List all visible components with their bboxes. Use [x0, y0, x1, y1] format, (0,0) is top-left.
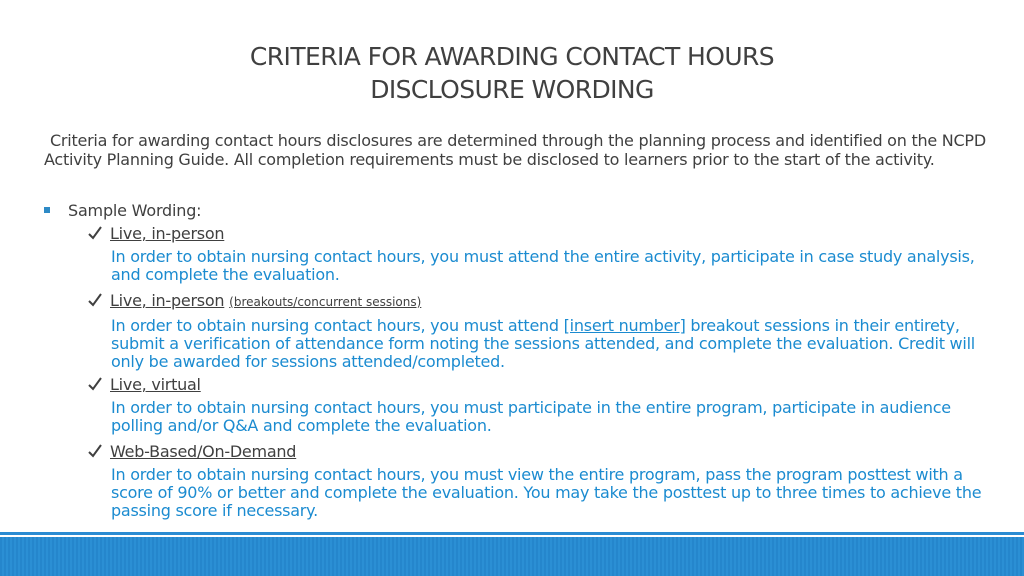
item-heading [88, 223, 988, 244]
checkmark-icon [88, 376, 102, 392]
insert-number-placeholder: [insert number] [563, 316, 686, 335]
item-description: In order to obtain nursing contact hours, you must participate in the entire program, participate in audience polling and/or Q&A and complete the evaluation. [111, 398, 951, 435]
sample-wording-bullet [44, 201, 201, 221]
item-note: (breakouts/concurrent sessions) [229, 295, 422, 309]
square-bullet-icon [44, 207, 50, 213]
item-description [111, 317, 986, 371]
intro-text: Criteria for awarding contact hours disclosures are determined through the planning process and identified on the NCPD Activity Planning Guide. All completion requirements must be disclosed to learners prior to the start of the activity. [44, 131, 986, 169]
item-label: Live, virtual [110, 375, 201, 394]
checkmark-icon [88, 292, 102, 308]
desc-after: breakout sessions in their entirety, submit a verification of attendance form noting the sessions attended, and complete the evaluation. Credit will only be awarded for sessions attended/completed. [111, 316, 975, 371]
checkmark-icon [88, 225, 102, 241]
item-heading [88, 374, 988, 395]
list-item-web-based-on-demand [88, 441, 988, 520]
item-description: In order to obtain nursing contact hours, you must attend the entire activity, participate in case study analysis, and complete the evaluation. [111, 247, 975, 284]
intro-paragraph [44, 131, 994, 169]
checkmark-icon [88, 443, 102, 459]
list-item-live-in-person-breakouts [88, 290, 988, 371]
footer-band [0, 537, 1024, 576]
title-line-2: DISCLOSURE WORDING [370, 75, 654, 104]
item-heading [88, 441, 988, 462]
item-heading [88, 290, 988, 313]
item-label: Live, in-person [110, 291, 225, 310]
list-item-live-virtual [88, 374, 988, 435]
item-description: In order to obtain nursing contact hours, you must view the entire program, pass the program posttest with a score of 90% or better and complete the evaluation. You may take the posttest up to three times to achieve the passing score if necessary. [111, 465, 982, 520]
item-label: Web-Based/On-Demand [110, 442, 297, 461]
list-item-live-in-person [88, 223, 988, 284]
slide-title [0, 40, 1024, 106]
title-line-1: CRITERIA FOR AWARDING CONTACT HOURS [249, 42, 775, 71]
desc-before: In order to obtain nursing contact hours, you must attend [111, 316, 564, 335]
footer-divider [0, 532, 1024, 535]
sample-wording-label: Sample Wording: [68, 201, 202, 220]
item-label: Live, in-person [110, 224, 225, 243]
